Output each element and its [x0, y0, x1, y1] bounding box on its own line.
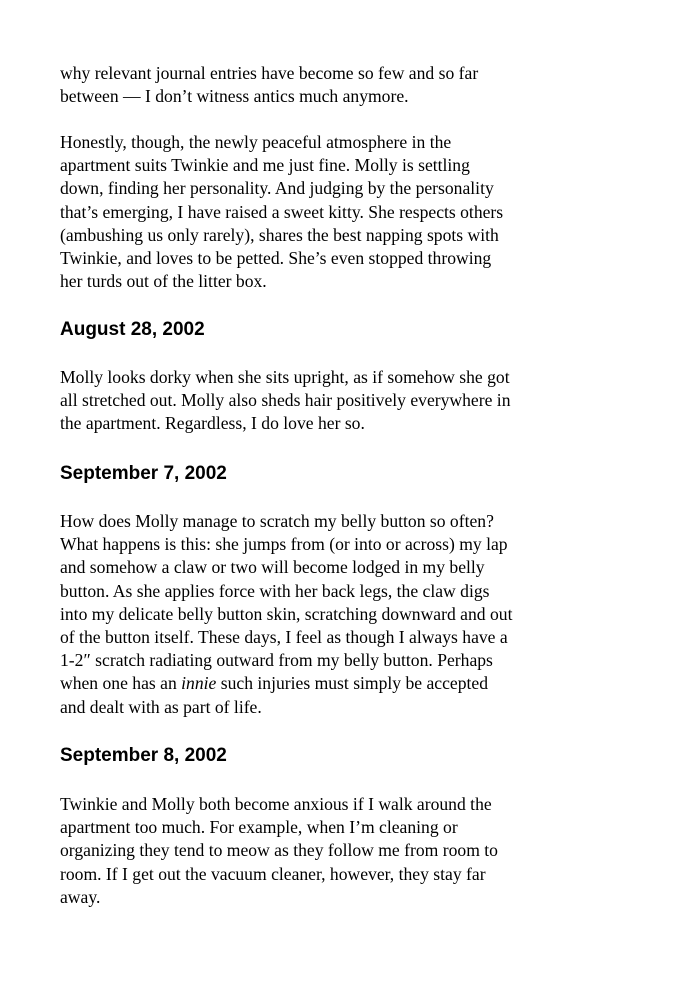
- text-line: her turds out of the litter box.: [60, 271, 267, 292]
- emphasized-word: innie: [181, 673, 217, 694]
- text-line: away.: [60, 886, 101, 907]
- text-line: Twinkie, and loves to be petted. She’s even stopped throwing: [60, 248, 492, 269]
- text-line: the apartment. Regardless, I do love her so.: [60, 413, 365, 434]
- text-line: that’s emerging, I have raised a sweet kitty. She respects others: [60, 201, 504, 222]
- text-line: What happens is this: she jumps from (or into or across) my lap: [60, 534, 508, 555]
- text-line: all stretched out. Molly also sheds hair positively everywhere in: [60, 390, 511, 411]
- intro-paragraph-2: [60, 131, 503, 293]
- text-segment: when one has an: [60, 673, 182, 694]
- text-line: button. As she applies force with her back legs, the claw digs: [60, 580, 490, 601]
- text-line: Honestly, though, the newly peaceful atmosphere in the: [60, 132, 452, 152]
- entry-date-heading: September 8, 2002: [60, 745, 227, 766]
- text-line: (ambushing us only rarely), shares the best napping spots with: [60, 224, 499, 245]
- text-line: Twinkie and Molly both become anxious if I walk around the: [60, 794, 492, 814]
- text-segment: such injuries must simply be accepted: [216, 673, 489, 694]
- entry-paragraph: [60, 366, 511, 436]
- intro-paragraph-1: [60, 62, 478, 108]
- entry-date-heading: August 28, 2002: [60, 319, 205, 340]
- text-line: room. If I get out the vacuum cleaner, however, they stay far: [60, 863, 486, 884]
- text-line: apartment too much. For example, when I’m cleaning or: [60, 817, 458, 838]
- text-line: organizing they tend to meow as they follow me from room to: [60, 840, 498, 861]
- text-line: apartment suits Twinkie and me just fine. Molly is settling: [60, 155, 470, 176]
- text-line: of the button itself. These days, I feel as though I always have a: [60, 627, 508, 648]
- text-line: and dealt with as part of life.: [60, 696, 262, 717]
- entry-date-heading: September 7, 2002: [60, 463, 227, 484]
- text-line: why relevant journal entries have become so few and so far: [60, 63, 479, 83]
- text-line: Molly looks dorky when she sits upright, as if somehow she got: [60, 367, 510, 387]
- text-line: How does Molly manage to scratch my belly button so often?: [60, 511, 494, 531]
- text-line: and somehow a claw or two will become lodged in my belly: [60, 557, 485, 578]
- text-line: [60, 672, 512, 695]
- entry-paragraph: [60, 793, 498, 909]
- text-line: between — I don’t witness antics much anymore.: [60, 86, 409, 107]
- text-line: 1-2″ scratch radiating outward from my belly button. Perhaps: [60, 650, 493, 671]
- text-line: down, finding her personality. And judging by the personality: [60, 178, 494, 199]
- text-line: into my delicate belly button skin, scratching downward and out: [60, 603, 513, 624]
- entry-paragraph: [60, 510, 512, 719]
